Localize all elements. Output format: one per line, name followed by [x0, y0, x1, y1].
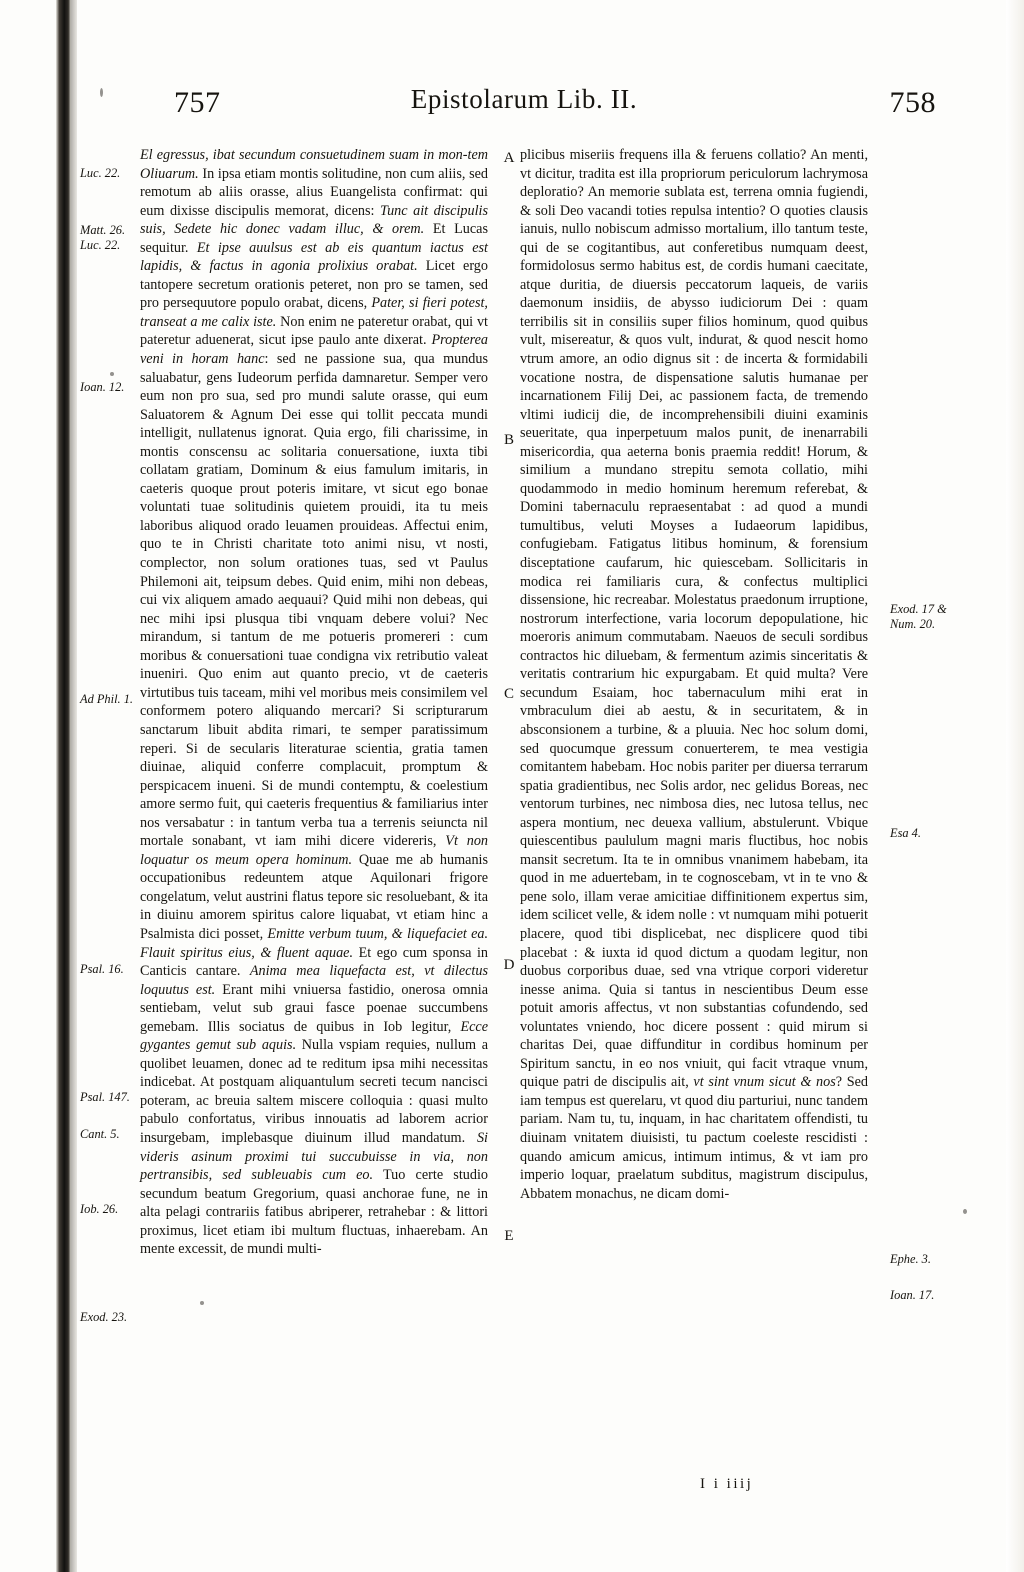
running-head — [96, 84, 952, 126]
section-mark-e: E — [504, 1228, 514, 1244]
margin-reference-right: Ephe. 3. — [890, 1252, 931, 1266]
body-text: Non enim ne pateretur orabat, qui vt pateretur aduenerat, sicut ipse paulo ante dixerat. — [140, 313, 489, 349]
scripture-quote: Propterea veni in horam hanc — [140, 332, 488, 368]
margin-reference-left: Iob. 26. — [80, 1202, 119, 1216]
scripture-quote: Emitte verbum tuum, & liquefaciet ea. Flauit spiritus eius, & fluent aquae. — [140, 925, 489, 961]
scan-speck — [963, 1209, 967, 1214]
scripture-quote: Tunc ait discipulis suis, Sedete hic donec vadam illuc, & orem. — [140, 202, 488, 238]
page-right-edge — [1006, 0, 1024, 1572]
body-text: Tuo certe studio secundum beatum Gregorium, quasi anchorae fune, ne in alta pelagi contrariis fatibus abriperer, retrahebar : & littori proximus, licet etiam ibi multum fluctuas, inhaerebam. An mente excessit, de mundi multi- — [140, 1167, 488, 1258]
body-text: Et ego cum sponsa in Canticis cantare. — [140, 944, 488, 980]
margin-reference-left: Cant. 5. — [80, 1127, 120, 1141]
binding-gutter-shadow — [56, 0, 71, 1572]
paragraph — [520, 146, 868, 1203]
section-mark-b: B — [503, 432, 514, 448]
text-column-right — [520, 146, 868, 1203]
text-column-left — [140, 146, 488, 1259]
section-mark-a: A — [503, 150, 515, 166]
signature-mark: I i iiij — [700, 1476, 754, 1492]
scripture-quote: Si videris asinum proximi tui succubuisse in via, non pertransibis, sed subleuabis cum eo. — [140, 1129, 488, 1184]
body-text: : sed ne passione sua, qua mundus saluabatur, gens Iudeorum perfida damnaretur. Semper vero eum non pro sua, sed pro mundi salute orasse, qui eum Saluatorem & Agnum Dei esse qui tollit peccata mundi intelligit, nullatenus ignorat. Quia ergo, fili charissime, in montis conscensu ac solitaria conuersatione, iuxta tibi collatam gratiam, Dominum & eius famulum imitaris, in caeteris quoque prout poteris imitare, vt sicut ego bonae voluntati tuae solitudinis quietem prouidi, ita tu meis laboribus aliquod orado leuamen prouideas. Affectui enim, quo te in Christi charitate toto animi nisu, vt nosti, complector, non solum orationes tuas, sed vt Paulus Philemoni ait, teipsum debes. Quid enim, mihi non debeas, cui vix aliquem amado aequaui? Quid mihi non debeas, qui nec mihi ipsi plusqua tibi vnquam debere volui? Nec mirandum, si tantum de me potueris promereri : cum moribus & conuersationi tuae condigna vix retributio valeat inueniri. Quo enim aut quanto precio, vt de caeteris virtutibus tuis taceam, mihi vel moribus meis consimilem vel conformem potero aliquando mercari? Si scripturarum sanctarum libuit abdita rimari, te semper paratissimum reperi. Si de secularis literaturae scientia, gratia tamen diuinae, aliquid conferre complacuit, promptum & perspicacem inueni. Si de mundi contemptu, & coelestium amore sermo fuit, qui caeteris frequentius & familiarius inter nos versabatur : in tantum verba tua a terrenis seiuncta nil mortale sonabant, vt iam mihi dicere videreris, — [140, 351, 489, 850]
body-text: plicibus miseriis frequens illa & feruens collatio? An menti, vt dicitur, tradita est illa propriorum periculorum lachrymosa deploratio? An memorie sublata est, terrena omnia fugiendi, & soli Deo vacandi toties repulsa intentio? O quoties clausis ianuis, nullo nobiscum admisso mortalium, illo tantum teste, qui de se cogitantibus, aut conferetibus numquam deest, formidolosus sermo habitus est, de cordis humani caecitate, atque duritia, de diuersis peccatorum laqueis, de variis daemonum insidiis, de abysso iudiciorum Dei : quam terribilis sit in consiliis super filios hominum, quod quibus vult, misereatur, & quos vult, indurat, & quod nescit homo vtrum amore, an odio dignus sit : de incerta & formidabili vocatione nostra, de dispensatione salutis humanae per incarnationem Filij Dei, ac passionem facta, de tremendo vltimi iudicij die, de incomprehensibili diuini examinis seueritate, qua inperpetuum malos punit, de inenarrabili misericordia, qua aeterna bonis praemia reddit! Horum, & similium a mundano strepitu semota collatio, mihi quodammodo in medio hominum heremum referebat, & Domini tabernaculu repraesentabat : ad quod a mundi tumultibus, veluti Moyses a Iudaeorum lapidibus, confugiebam. Fatigatus litibus hominum, & forensium disceptatione caufarum, hic quiescebam. Sollicitaris in modica rei familiaris cura, & confectus multiplici dissensione, hic recreabar. Molestatus praedonum irruptione, nostrorum interfectione, varia locorum depopulatione, hic moeroris animum commutabam. Naeuos de seculi sordibus contractos hic diluebam, & fermentum azimis sinceritatis & veritatis contrarium hic expurgabam. Et quid multa? Vere secundum Esaiam, hoc tabernaculum mihi erat in vmbraculum diei ab aestu, & in securitatem, & in absconsionem a turbine, & a pluuia. Nec hoc solum domi, sed quocumque gressum conuerterem, te mea vestigia comitantem habebam. Hoc nobis pariter per diuersa terrarum spatia gradientibus, nec Solis ardor, nec gelidus Boreas, nec ventorum turbines, nec nimbosa dies, nec lutosa tellus, nec aspera montium, nec deuexa vallium, abstulerunt. Vbique quiescentibus paululum magni maris fluctibus, hoc nobis mansit secretum. Ita te in omnibus vnanimem habebam, ita quod in me aduertebam, in te cognoscebam, vt in te vno & pene solo, illam verae amicitiae diffinitionem expertus sim, idem scilicet velle, & idem nolle : vt numquam mihi potuerit placere, quod tibi displicebat, nec displicere quod tibi placebat : & iuxta id quod dictum a quodam legitur, non duobus corporibus duae, sed vna vtrique corpori videretur inesse anima. Quia si tantus in nescientibus Deum esse potuit amoris affectus, vt non substantias cofundendo, sed voluntates vniendo, hoc dicere possent : quid mirum si charitas Dei, quae diffunditur in cordibus hominum per Spiritum sanctu, in eo nos vniuit, qui facit vtraque vnum, quique patri de discipulis ait, — [520, 147, 868, 1091]
margin-reference-left: Psal. 16. — [80, 962, 124, 976]
scripture-quote: Et ipse auulsus est ab eis quantum iactus est lapidis, & factus in agonia prolixius orabat. — [140, 239, 488, 275]
margin-reference-left: Luc. 22. — [80, 166, 121, 180]
page-title: Epistolarum Lib. II. — [410, 84, 638, 114]
scripture-quote: vt sint vnum sicut & nos — [693, 1074, 836, 1091]
body-text: In ipsa etiam montis solitudine, non cum aliis, sed remotum ab aliis orasse, alius Euangelista confirmat: qui eum dixisse discipulis memorat, dicens: — [140, 165, 488, 219]
scripture-quote: tem Oliuarum. — [140, 147, 488, 182]
scan-speck — [200, 1301, 204, 1305]
scripture-quote: Ecce gygantes gemut sub aquis. — [140, 1018, 488, 1054]
scripture-quote: Anima mea liquefacta est, vt dilectus loquutus est. — [140, 963, 488, 998]
margin-reference-left: Luc. 22. — [80, 238, 121, 252]
folio-number-right: 758 — [889, 86, 936, 119]
margin-reference-left: Ioan. 12. — [80, 380, 125, 394]
paragraph — [140, 146, 488, 1259]
margin-reference-left: Matt. 26. — [80, 223, 126, 237]
section-mark-d: D — [503, 957, 515, 973]
body-text: Erant mihi vniuersa fastidio, onerosa omnia sentiebam, velut sub graui fasce poenae succumbens gemebam. Illis sociatus de quibus in Iob legitur, — [140, 981, 488, 1035]
margin-reference-left: Ad Phil. 1. — [80, 692, 133, 706]
body-text: Et Lucas sequitur. — [140, 221, 489, 256]
scripture-quote: El egressus, ibat secundum consuetudinem suam in mon- — [140, 147, 468, 163]
body-text: Nulla vspiam requies, nullum a quolibet leuamen, donec ad te reditum ipsa mihi necessitas indicebat. At postquam aliquantulum secreti tecum nancisci poteram, ac breuia saltem miscere colloquia : quasi multo pabulo confortatus, viribus innouatis ad laborem acrior insurgebam, implebasque diuinum illud mandatum. — [140, 1037, 488, 1146]
margin-reference-right: Ioan. 17. — [890, 1288, 935, 1302]
margin-reference-left: Psal. 147. — [80, 1090, 130, 1104]
margin-reference-left: Exod. 23. — [80, 1310, 128, 1324]
body-text: Quae me ab humanis occupationibus redeuntem atque Aquilonari frigore congelatum, velut austrini flatus tepore sic resoluebant, & ita in diuinu amorem spiritus calore liquabat, vt etiam hinc a Psalmista dici posset, — [140, 851, 488, 942]
binding-gutter-edge — [71, 0, 77, 1572]
margin-reference-right: Exod. 17 & — [890, 602, 947, 616]
body-text: ? Sed iam tempus est querelaru, vt quod diu parturiui, nunc tandem pariam. Nam tu, tu, inquam, in hac charitatem offendisti, tu diuinam vnitatem diuisisti, tu pactum coeleste rescidisti : quando amicum amicus, intimum intimus, & vt iam pro imperio loquar, praelatum subditus, magistrum discipulus, Abbatem monachus, ne dicam domi- — [520, 1074, 868, 1202]
body-text: Licet ergo tantopere secretum orationis peteret, non pro se tamen, sed pro persequutore populo orabat, dicens, — [140, 258, 488, 312]
margin-reference-right: Esa 4. — [890, 826, 921, 840]
margin-reference-right: Num. 20. — [890, 617, 936, 631]
scan-speck — [110, 372, 114, 376]
scripture-quote: Vt non loquatur os meum opera hominum. — [140, 833, 489, 868]
folio-number-left: 757 — [174, 86, 221, 119]
section-mark-c: C — [503, 686, 514, 702]
scripture-quote: Pater, si fieri potest, transeat a me calix iste. — [140, 295, 488, 330]
